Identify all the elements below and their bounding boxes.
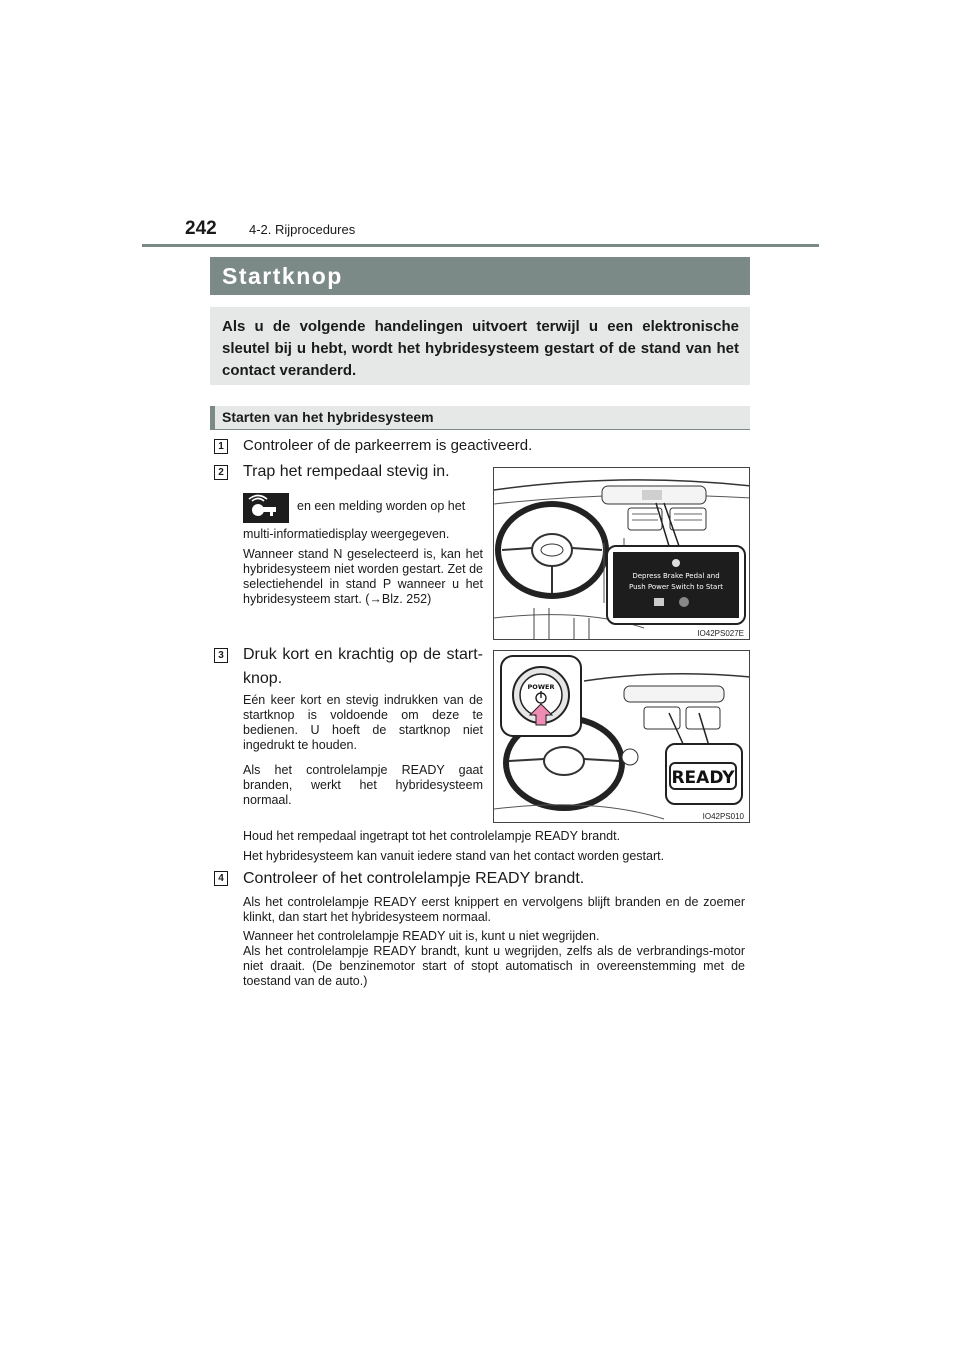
power-button-label: POWER xyxy=(527,683,555,691)
display-message-line2: Push Power Switch to Start xyxy=(629,583,723,591)
step4-note-3: Als het controlelampje READY brandt, kunt u wegrijden, zelfs als de verbrandings-motor niet draait. (De benzinemotor start of stopt automatisch in overeenstemming met de toestand van de auto.) xyxy=(243,944,745,988)
step2-icon-note-2: multi-informatiedisplay weergegeven. xyxy=(243,527,450,541)
step-number-4: 4 xyxy=(214,871,228,886)
header-rule xyxy=(142,244,819,247)
step3-note-3: Houd het rempedaal ingetrapt tot het controlelampje READY brandt. xyxy=(243,829,621,843)
figure-code: IO42PS010 xyxy=(702,812,744,821)
step3-note-1: Eén keer kort en stevig indrukken van de startknop is voldoende om deze te bedienen. U hoeft de startknop niet ingedrukt te houden. xyxy=(243,693,483,752)
step-number-1: 1 xyxy=(214,439,228,454)
brake-warning-icon xyxy=(243,493,289,523)
step-number-3: 3 xyxy=(214,648,228,663)
dashboard-illustration xyxy=(494,468,750,640)
page-title: Startknop xyxy=(210,257,750,295)
page-number: 242 xyxy=(185,218,217,239)
step-text-4: Controleer of het controlelampje READY brandt. xyxy=(243,870,585,887)
power-switch-illustration xyxy=(494,651,750,823)
step-number-2: 2 xyxy=(214,465,228,480)
sub-heading: Starten van het hybridesysteem xyxy=(210,406,750,430)
figure-dashboard-display xyxy=(493,467,750,640)
step-text-3: Druk kort en krachtig op de start-knop. xyxy=(243,646,483,687)
section-label: 4-2. Rijprocedures xyxy=(249,222,356,237)
figure-power-switch xyxy=(493,650,750,823)
step-text-2: Trap het rempedaal stevig in. xyxy=(243,463,450,480)
step4-note-2: Wanneer het controlelampje READY uit is, kunt u niet wegrijden. xyxy=(243,929,600,943)
display-message-line1: Depress Brake Pedal and xyxy=(632,572,720,580)
step3-note-4: Het hybridesysteem kan vanuit iedere stand van het contact worden gestart. xyxy=(243,849,665,863)
ready-indicator-label: READY xyxy=(671,768,735,788)
step-text-1: Controleer of de parkeerrem is geactiveerd. xyxy=(243,437,533,454)
step4-note-1: Als het controlelampje READY eerst knippert en vervolgens blijft branden en de zoemer klinkt, dan start het hybridesysteem normaal. xyxy=(243,895,745,924)
step2-note: Wanneer stand N geselecteerd is, kan het hybridesysteem niet worden gestart. Zet de selectiehendel in stand P wanneer u het hybridesysteem start. (→Blz. 252) xyxy=(243,547,483,606)
figure-code: IO42PS027E xyxy=(697,629,744,638)
intro-box: Als u de volgende handelingen uitvoert terwijl u een elektronische sleutel bij u hebt, wordt het hybridesysteem gestart of de stand van het contact veranderd. xyxy=(210,307,750,385)
step3-note-2: Als het controlelampje READY gaat branden, werkt het hybridesysteem normaal. xyxy=(243,763,483,807)
step2-icon-note-1: en een melding worden op het xyxy=(297,499,466,513)
